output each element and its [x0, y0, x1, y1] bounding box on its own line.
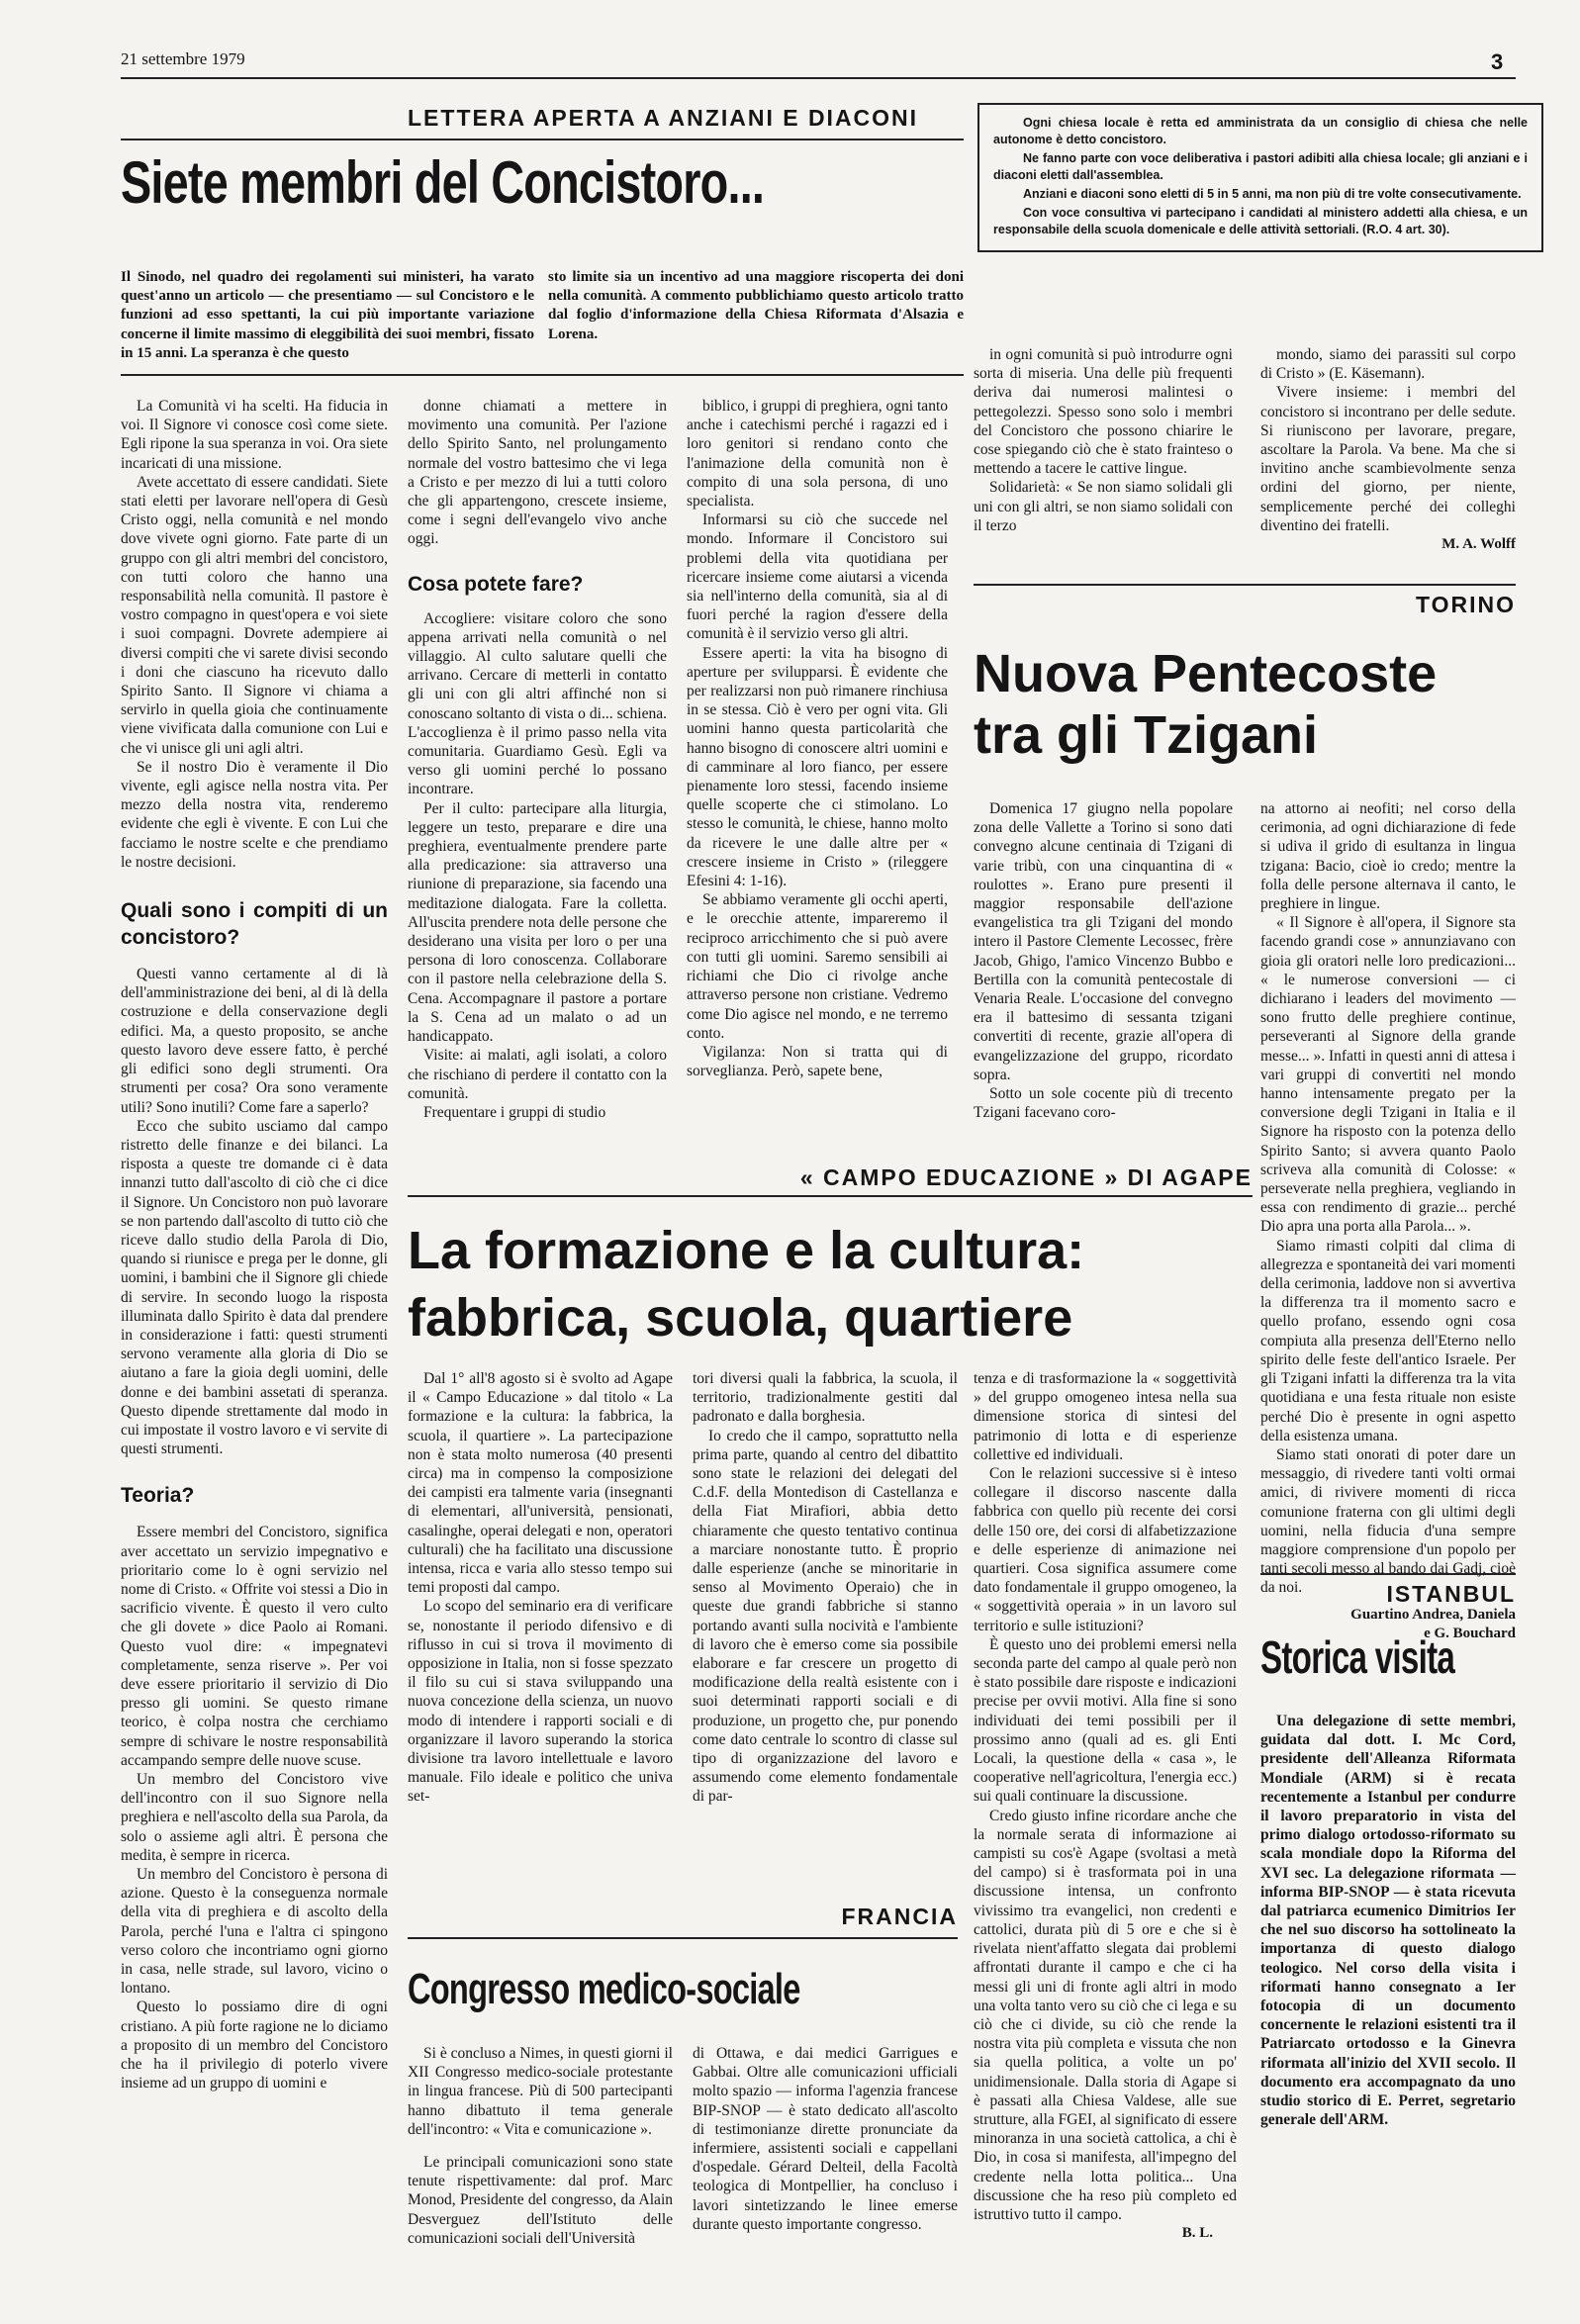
paragraph: Essere aperti: la vita ha bisogno di aperture per svilupparsi. È evidente che per realizzarsi non può rimanere rinchiusa in se stessa. Ciò è vero per ogni vita. Gli uomini hanno questa particolarità che hanno bisogno di conoscere altri uomini e di camminare al loro fianco, per essere pienamente loro stessi, facendo insieme quelle scoperte che ci stimolano. Lo stesso le comunità, le chiese, hanno molto da ricevere le une dalle altre per « crescere insieme in Cristo » (rileggere Efesini 4: 1-16).	[687, 644, 948, 890]
torino-rule	[974, 584, 1516, 586]
francia-rule	[408, 1937, 958, 1939]
paragraph: Un membro del Concistoro è persona di azione. Questo è la conseguenza normale della vita di preghiera e di ascolto della Parola, perché l'una e l'altra ci spingono verso coloro che incontriamo ogni giorno in casa, nelle strade, sul lavoro, vicino o lontano.	[121, 1866, 388, 1998]
torino-kicker: TORINO	[1415, 592, 1516, 617]
lettera-column-1	[121, 397, 388, 2092]
istanbul-rule	[1260, 1573, 1516, 1575]
paragraph: Si è concluso a Nimes, in questi giorni il XII Congresso medico-sociale protestante in lingua francese. Più di 500 partecipanti hanno dibattuto il tema generale dell'incontro: « Vita e comunicazione ».	[408, 2045, 673, 2138]
concistoro-info-box	[977, 103, 1543, 252]
istanbul-kicker: ISTANBUL	[1386, 1581, 1516, 1607]
paragraph: Con le relazioni successive si è inteso collegare il discorso nascente dalla fabbrica con quello più recente dei corsi delle 150 ore, dei corsi di alfabetizzazione e delle esperienze di animazione nei quartieri. Cosa significa assumere come dato fondamentale il gruppo omogeneo, la « soggettività operaia » in un lavoro sul territorio e sulle istituzioni?	[974, 1465, 1237, 1634]
lettera-column-5	[1260, 345, 1516, 554]
paragraph: Accogliere: visitare coloro che sono appena arrivati nella comunità o nel villaggio. Al culto salutare quelli che arrivano. Cercare di metterli in contatto gli uni con gli altri affinché non si conoscano soltanto di vista o di... schiena. L'accoglienza è il primo passo nella vita comunitaria. Guardiamo Gesù. Egli va verso gli uomini perché lo possano incontrare.	[408, 609, 667, 798]
lettera-lead-rule	[121, 374, 964, 376]
lettera-signature: M. A. Wolff	[1441, 536, 1516, 553]
torino-title-line-2: tra gli Tzigani	[974, 705, 1319, 765]
paragraph: Lo scopo del seminario era di verificare se, nonostante il periodo difensivo e di riflusso in cui si trova il movimento di opposizione in Italia, non si fosse spezzato il filo su cui si stava sviluppando una nuova concezione della scienza, un nuovo modo di intendere i rapporti sociali e di organizzare il lavoro superando la storica divisione tra lavoro intellettuale e lavoro manuale. Filo ideale e politico che univa set-	[408, 1598, 673, 1806]
paragraph: Le principali comunicazioni sono state tenute rispettivamente: dal prof. Marc Monod, Presidente del congresso, da Alain Desverguez dell'Istituto delle comunicazioni sociali dell'Università	[408, 2154, 673, 2247]
francia-column-1	[408, 2044, 673, 2248]
paragraph: biblico, i gruppi di preghiera, ogni tanto anche i catechismi perché i ragazzi ed i loro genitori si rendano conto che l'animazione della comunità non è compito di una sola persona, di uno specialista.	[687, 398, 948, 511]
paragraph: Vigilanza: Non si tratta qui di sorveglianza. Però, sapete bene,	[687, 1043, 948, 1080]
francia-kicker: FRANCIA	[841, 1904, 958, 1929]
paragraph: Se abbiamo veramente gli occhi aperti, e le orecchie attente, impareremo il reciproco arricchimento che si può avere con tutti gli uomini. Saremo sensibili ai richiami che Dio ci rivolge anche attraverso persone non cristiane. Vedremo come Dio agisce nel mondo, e ne terremo conto.	[687, 891, 948, 1042]
torino-signature-line-1: Guartino Andrea, Daniela	[1350, 1606, 1516, 1623]
istanbul-text	[1260, 1712, 1516, 2129]
box-paragraph: Ne fanno parte con voce deliberativa i pastori adibiti alla chiesa locale; gli anziani e i diaconi eletti dall'assemblea.	[993, 151, 1528, 182]
istanbul-title: Storica visita	[1260, 1631, 1455, 1683]
agape-title	[408, 1217, 1084, 1351]
agape-rule	[408, 1195, 1253, 1197]
paragraph: Avete accettato di essere candidati. Siete stati eletti per lavorare nell'opera di Gesù Cristo oggi, nella comunità e nel mondo dove vivete ogni giorno. Fate parte di un gruppo con gli altri membri del concistoro, con tutti coloro che hanno una responsabilità nella comunità. Il pastore è vostro compagno in quest'opera e voi siete i suoi compagni. Dovrete adempiere ai diversi compiti che vi sarete divisi secondo i doni che ciascuno ha ricevuto dallo Spirito Santo. Il Signore vi chiama a servirlo in quella gioia che continuamente viene vivificata dalla comunione con Lui e che vi unisce gli uni agli altri.	[121, 473, 388, 757]
paragraph: « Il Signore è all'opera, il Signore sta facendo grandi cose » annunziavano con gioia gli oratori nelle loro predicazioni... « le numerose conversioni — ci dichiarano i leaders del movimento — sono frutto delle preghiere continue, perseveranti al Signore della grande messe... ». Infatti in questi anni di attesa i vari gruppi di convertiti nel mondo hanno intensamente pregato per la conversione degli Tzigani in Italia e il Signore ha risposto con la potenza dello Spirito Santo; si avvera quanto Paolo scriveva alla comunità di Colosse: « perseverate nella preghiera, vegliando in essa con rendimento di grazie... perché Dio apra una porta alla Parola... ».	[1260, 914, 1516, 1236]
paragraph: Vivere insieme: i membri del concistoro si incontrano per delle sedute. Si riuniscono per lavorare, pregare, ascoltare la Parola. Va bene. Ma che si invitino anche scambievolmente senza ordini del giorno, per niente, semplicemente perché dei colleghi diventino dei fratelli.	[1260, 384, 1516, 534]
box-paragraph: Anziani e diaconi sono eletti di 5 in 5 anni, ma non più di tre volte consecutivamente.	[1023, 187, 1522, 201]
paragraph: Visite: ai malati, agli isolati, a coloro che rischiano di perdere il contatto con la comunità.	[408, 1047, 667, 1102]
box-paragraph: Ogni chiesa locale è retta ed amministrata da un consiglio di chiesa che nelle autonome è detto concistoro.	[993, 116, 1528, 146]
francia-column-2	[693, 2044, 958, 2234]
paragraph: tori diversi quali la fabbrica, la scuola, il territorio, tradizionalmente gestiti dal padronato e dalla borghesia.	[693, 1370, 958, 1426]
issue-date: 21 settembre 1979	[121, 49, 245, 68]
subheading-teoria: Teoria?	[121, 1484, 195, 1508]
paragraph: Informarsi su ciò che succede nel mondo. Informare il Concistoro sui problemi della vita quotidiana per ricercare insieme come aiutarsi a vicenda sia nell'interno della comunità, sia al di fuori perché la ragion d'essere della comunità è il servizio verso gli altri.	[687, 511, 948, 643]
lettera-title: Siete membri del Concistoro...	[121, 149, 765, 216]
header-rule	[121, 77, 1516, 79]
agape-title-line-2: fabbrica, scuola, quartiere	[408, 1288, 1073, 1348]
subheading-cosa-fare: Cosa potete fare?	[408, 572, 584, 596]
agape-column-3	[974, 1369, 1237, 2243]
paragraph: È questo uno dei problemi emersi nella seconda parte del campo al quale però non è stato possibile dare risposte e indicazioni precise per ovvii motivi. Alla fine si sono individuati dei temi possibili per il prossimo anno (quali ad es. gli Enti Locali, la questione della « casa », le cooperative nell'agricoltura, l'energia ecc.) sui quali continuare la discussione.	[974, 1635, 1237, 1806]
box-paragraph: Con voce consultiva vi partecipano i candidati al ministero addetti alla chiesa, e un responsabile della scuola domenicale e delle attività settoriali. (R.O. 4 art. 30).	[993, 206, 1528, 236]
paragraph: Sotto un sole cocente più di trecento Tzigani facevano coro-	[974, 1085, 1233, 1122]
paragraph: Essere membri del Concistoro, significa aver accettato un servizio impegnativo e prioritario come lo è ogni servizio nel nome di Cristo. « Offrite voi stessi a Dio in sacrificio vivente. È questo il vero culto che gli dovete » dice Paolo ai Romani. Questo vuol dire: « impegnatevi completamente, senza riserve ». Per voi deve essere prioritario il servizio di Dio presso gli uomini. Se questo rimane teorico, è colpa nostra che cerchiamo sempre di schivare le nostre responsabilità accampando sempre delle nuove scuse.	[121, 1524, 388, 1769]
paragraph: na attorno ai neofiti; nel corso della cerimonia, ad ogni dichiarazione di fede si udiva il grido di esultanza in lingua tzigana: Bacio, cioè io credo; mentre la folla delle persone alternava il canto, le preghiere in lingue.	[1260, 800, 1516, 913]
paragraph: Dal 1° all'8 agosto si è svolto ad Agape il « Campo Educazione » dal titolo « La formazione e la cultura: la fabbrica, la scuola, il quartiere ». La partecipazione non è stata molto numerosa (40 presenti circa) ma in compenso la composizione dei campisti era talmente varia (insegnanti di elementari, all'università, pensionati, casalinghe, operai delegati e non, operatori culturali) che ha facilitato una discussione intensa, ricca e varia allo stesso tempo sui temi proposti dal campo.	[408, 1370, 673, 1597]
paragraph: mondo, siamo dei parassiti sul corpo di Cristo » (E. Käsemann).	[1260, 346, 1516, 383]
paragraph: Per il culto: partecipare alla liturgia, leggere un testo, preparare e dire una preghiera, eventualmente prendere parte alla predicazione: sia attraverso una riunione di preparazione, sia facendo una meditazione dialogata. Fare la colletta. All'uscita prendere nota delle persone che desiderano una visita per loro o per una persona di loro conoscenza. Collaborare con il pastore nella celebrazione della S. Cena. Accompagnare il pastore a portare la S. Cena ad un malato o ad un handicappato.	[408, 799, 667, 1046]
agape-title-line-1: La formazione e la cultura:	[408, 1221, 1085, 1280]
agape-column-1	[408, 1369, 673, 1807]
paragraph: Frequentare i gruppi di studio	[423, 1103, 606, 1121]
paragraph: Questi vanno certamente al di là dell'amministrazione dei beni, al di là della costruzione e della conservazione degli edifici. Ma, a questo proposito, se anche questo lavoro deve essere fatto, è perché gli edifici sono degli strumenti. Ora strumenti per cosa? Ora sono veramente utili? Sono inutili? Come fare a saperlo?	[121, 966, 388, 1116]
paragraph: in ogni comunità si può introdurre ogni sorta di miseria. Una delle più frequenti deriva dai numerosi malintesi o pettegolezzi. Spesso sono solo i membri del Concistoro che possono chiarire le cose spiegando ciò che è stato frainteso o mettendo a tacere le cattive lingue.	[974, 346, 1233, 478]
torino-title-line-1: Nuova Pentecoste	[974, 644, 1438, 703]
paragraph: Io credo che il campo, soprattutto nella prima parte, quando al centro del dibattito sono state le relazioni dei delegati del C.d.F. della Montedison di Castellanza e della Fiat Mirafiori, abbia detto chiaramente che questo tentativo continua a marciare nonostante tutto. È proprio dalle esperienze (anche se minoritarie in senso al Movimento Operaio) che in queste due grandi fabbriche si stanno portando avanti sulla nocività e l'ambiente di lavoro che è emerso come sia possibile elaborare e far crescere un progetto di modificazione della realtà esistente con i suoi determinati rapporti sociali e di produzione, un progetto che, pur ponendo come dato centrale lo scontro di classe sul tipo di organizzazione del lavoro e assumendo come elemento fondamentale di par-	[693, 1427, 958, 1806]
paragraph: di Ottawa, e dai medici Garrigues e Gabbai. Oltre alle comunicazioni ufficiali molto spazio — informa l'agenzia francese BIP-SNOP — è stato dedicato all'ascolto di testimonianze dirette pronunciate da infermiere, assistenti sociali e cappellani d'ospedale. Gérard Delteil, della Facoltà teologica di Montpellier, ha concluso i lavori sintetizzando le linee emerse durante questo importante congresso.	[693, 2045, 958, 2233]
paragraph: tenza e di trasformazione la « soggettività » del gruppo omogeneo intesa nella sua dimensione storica di sintesi del patrimonio di lotta e di esperienze collettive ed individuali.	[974, 1370, 1237, 1463]
paragraph: Questo lo possiamo dire di ogni cristiano. A più forte ragione ne lo diciamo a proposito di un membro del Concistoro che ha il privilegio di poterlo vivere insieme ad un gruppo di uomini e	[121, 1999, 388, 2092]
paragraph: Credo giusto infine ricordare anche che la normale serata di informazione ai campisti su cos'è Agape (svoltasi a metà del campo) si è trasformata poi in una discussione intensa, un confronto vivissimo tra evangelici, non credenti e cattolici, durata più di 5 ore e che si è rivelata nient'affatto slegata dai problemi affrontati durante il campo e che ci ha messi gli uni di fronte agli altri in modo una volta tanto vero su ciò che ci lega e su ciò che ci divide, su ciò che rende la nostra vita più completa e vissuta che non sia quella politica, a volte un po' unidimensionale. Dalla storia di Agape si è passati alla Chiesa Valdese, alle sue strutture, alla FGEI, al significato di essere minoranza in una società cattolica, a chi è Dio, in cosa si manifesta, all'impegno del credente nella lotta politica... Una discussione che ha reso più completo ed istruttivo tutto il campo.	[974, 1807, 1238, 2223]
paragraph: Solidarietà: « Se non siamo solidali gli uni con gli altri, se non siamo solidali con il terzo	[974, 479, 1233, 534]
subheading-compiti: Quali sono i compiti di un concistoro?	[121, 899, 388, 950]
lettera-rule	[121, 139, 964, 140]
paragraph: Siamo stati onorati di poter dare un messaggio, di rivedere tanti volti ormai amici, di rivivere momenti di ricca comunione fraterna con gli ultimi degli uomini, nella fiducia d'una sempre maggiore comprensione d'un popolo per tanti secoli messo al bando dai Gadj, cioè da noi.	[1260, 1445, 1516, 1597]
torino-column-2	[1260, 799, 1516, 1643]
paragraph: Domenica 17 giugno nella popolare zona delle Vallette a Torino si sono dati convegno alcune centinaia di Tzigani di varie tribù, con una cinquantina di « roulottes ». Erano pure presenti il maggior responsabile dell'azione evangelistica tra gli Tzigani del mondo intero il Pastore Clemente Lecossec, frère Jacob, Ghigo, l'amico Vincenzo Bubbo e Bertilla con la comunità pentecostale di Venaria Reale. L'occasione del convegno era il battesimo di sessanta tzigani convertiti di recente, grazie all'opera di evangelizzazione del gruppo, ricordato sopra.	[974, 800, 1233, 1083]
agape-column-2	[693, 1369, 958, 1807]
lettera-column-4	[974, 345, 1233, 535]
francia-title: Congresso medico-sociale	[408, 1965, 800, 2013]
torino-signature-line-2: e G. Bouchard	[1424, 1625, 1516, 1641]
lettera-column-3	[687, 397, 948, 1080]
paragraph: Ecco che subito usciamo dal campo ristretto delle finanze e dei bilanci. La risposta a queste tre domande ci è data innanzi tutto dall'ascolto di ciò che ci dice il Signore. Un Concistoro non può lavorare se non partendo dall'ascolto di tutto ciò che riceve dallo studio della Parola di Dio, quando si riunisce e prega per le donne, gli uomini, i bambini che il Signore gli chiede di servire. In secondo luogo la risposta illuminata dallo Spirito è data dal prendere in considerazione i fatti: questi strumenti servono veramente alla gloria di Dio se aiutano a fare la gioia degli uomini, delle donne e dei bambini assetati di speranza. Questo dipende strettamente dal modo in cui impostate il vostro lavoro e vi servite di questi strumenti.	[121, 1117, 388, 1458]
paragraph: Una delegazione di sette membri, guidata dal dott. I. Mc Cord, presidente dell'Alleanza Riformata Mondiale (ARM) si è recata recentemente a Istanbul per condurre il lavoro preparatorio in vista del primo dialogo ortodosso-riformato su scala mondiale dopo la Riforma del XVI sec. La delegazione riformata — informa BIP-SNOP — è stata ricevuta dal patriarca ecumenico Dimitrios Ier che nel suo discorso ha sottolineato la importanza di questo dialogo teologico. Nel corso della visita i riformati hanno consegnato a Ier fotocopia di un documento concernente le relazioni esistenti tra il Patriarcato ortodosso e la Ginevra riformata all'inizio del XVII secolo. Il documento era accompagnato da uno studio storico di E. Perret, segretario generale dell'ARM.	[1260, 1713, 1516, 2129]
page-number: 3	[1491, 49, 1504, 74]
agape-kicker: « CAMPO EDUCAZIONE » DI AGAPE	[799, 1164, 1253, 1190]
lettera-lead-left: Il Sinodo, nel quadro dei regolamenti sui ministeri, ha varato quest'anno un articolo — che presentiamo — sul Concistoro e le funzioni ad esso spettanti, la cui più importante variazione concerne il limite massimo di eleggibilità dei suoi membri, fissato in 15 anni. La speranza è che questo	[121, 269, 534, 361]
paragraph: Un membro del Concistoro vive dell'incontro con il suo Signore nella preghiera e nell'ascolto della sua Parola, da solo o assieme agli altri. È persona che medita, è sempre in ricerca.	[121, 1771, 388, 1864]
torino-column-1	[974, 799, 1233, 1122]
lettera-kicker: LETTERA APERTA A ANZIANI E DIACONI	[408, 105, 919, 131]
lettera-column-2	[408, 397, 667, 1122]
lettera-lead-right: sto limite sia un incentivo ad una maggiore riscoperta dei doni nella comunità. A commento pubblichiamo questo articolo tratto dal foglio d'informazione della Chiesa Riformata d'Alsazia e Lorena.	[548, 269, 964, 342]
paragraph: Se il nostro Dio è veramente il Dio vivente, egli agisce nella nostra vita. Per mezzo della nostra vita, renderemo evidente che egli è vivente. E con Lui che facciamo le nostre scelte e che prendiamo le nostre decisioni.	[121, 758, 388, 871]
paragraph: La Comunità vi ha scelti. Ha fiducia in voi. Il Signore vi conosce così come siete. Egli ripone la sua speranza in voi. Ora siete incaricati di una missione.	[121, 398, 388, 472]
paragraph: Siamo rimasti colpiti dal clima di allegrezza e spontaneità dei vari momenti della cerimonia, laddove non si avvertiva la differenza tra il momento sacro e quello profano, essendo ogni cosa compiuta alla presenza dell'Eterno nello spirito delle feste dell'antico Israele. Per gli Tzigani infatti la differenza tra la vita quotidiana e una festa rituale non esiste perché Dio è presente in ogni aspetto della esistenza umana.	[1260, 1237, 1516, 1444]
agape-signature: B. L.	[1181, 2225, 1213, 2242]
torino-title	[974, 643, 1437, 766]
paragraph: donne chiamati a mettere in movimento una comunità. Per l'azione dello Spirito Santo, nel prolungamento normale del vostro battesimo che vi lega a Cristo e per mezzo di lui a tutti coloro che gli appartengono, crescete insieme, come i segni dell'evangelo vivo anche oggi.	[408, 398, 667, 548]
